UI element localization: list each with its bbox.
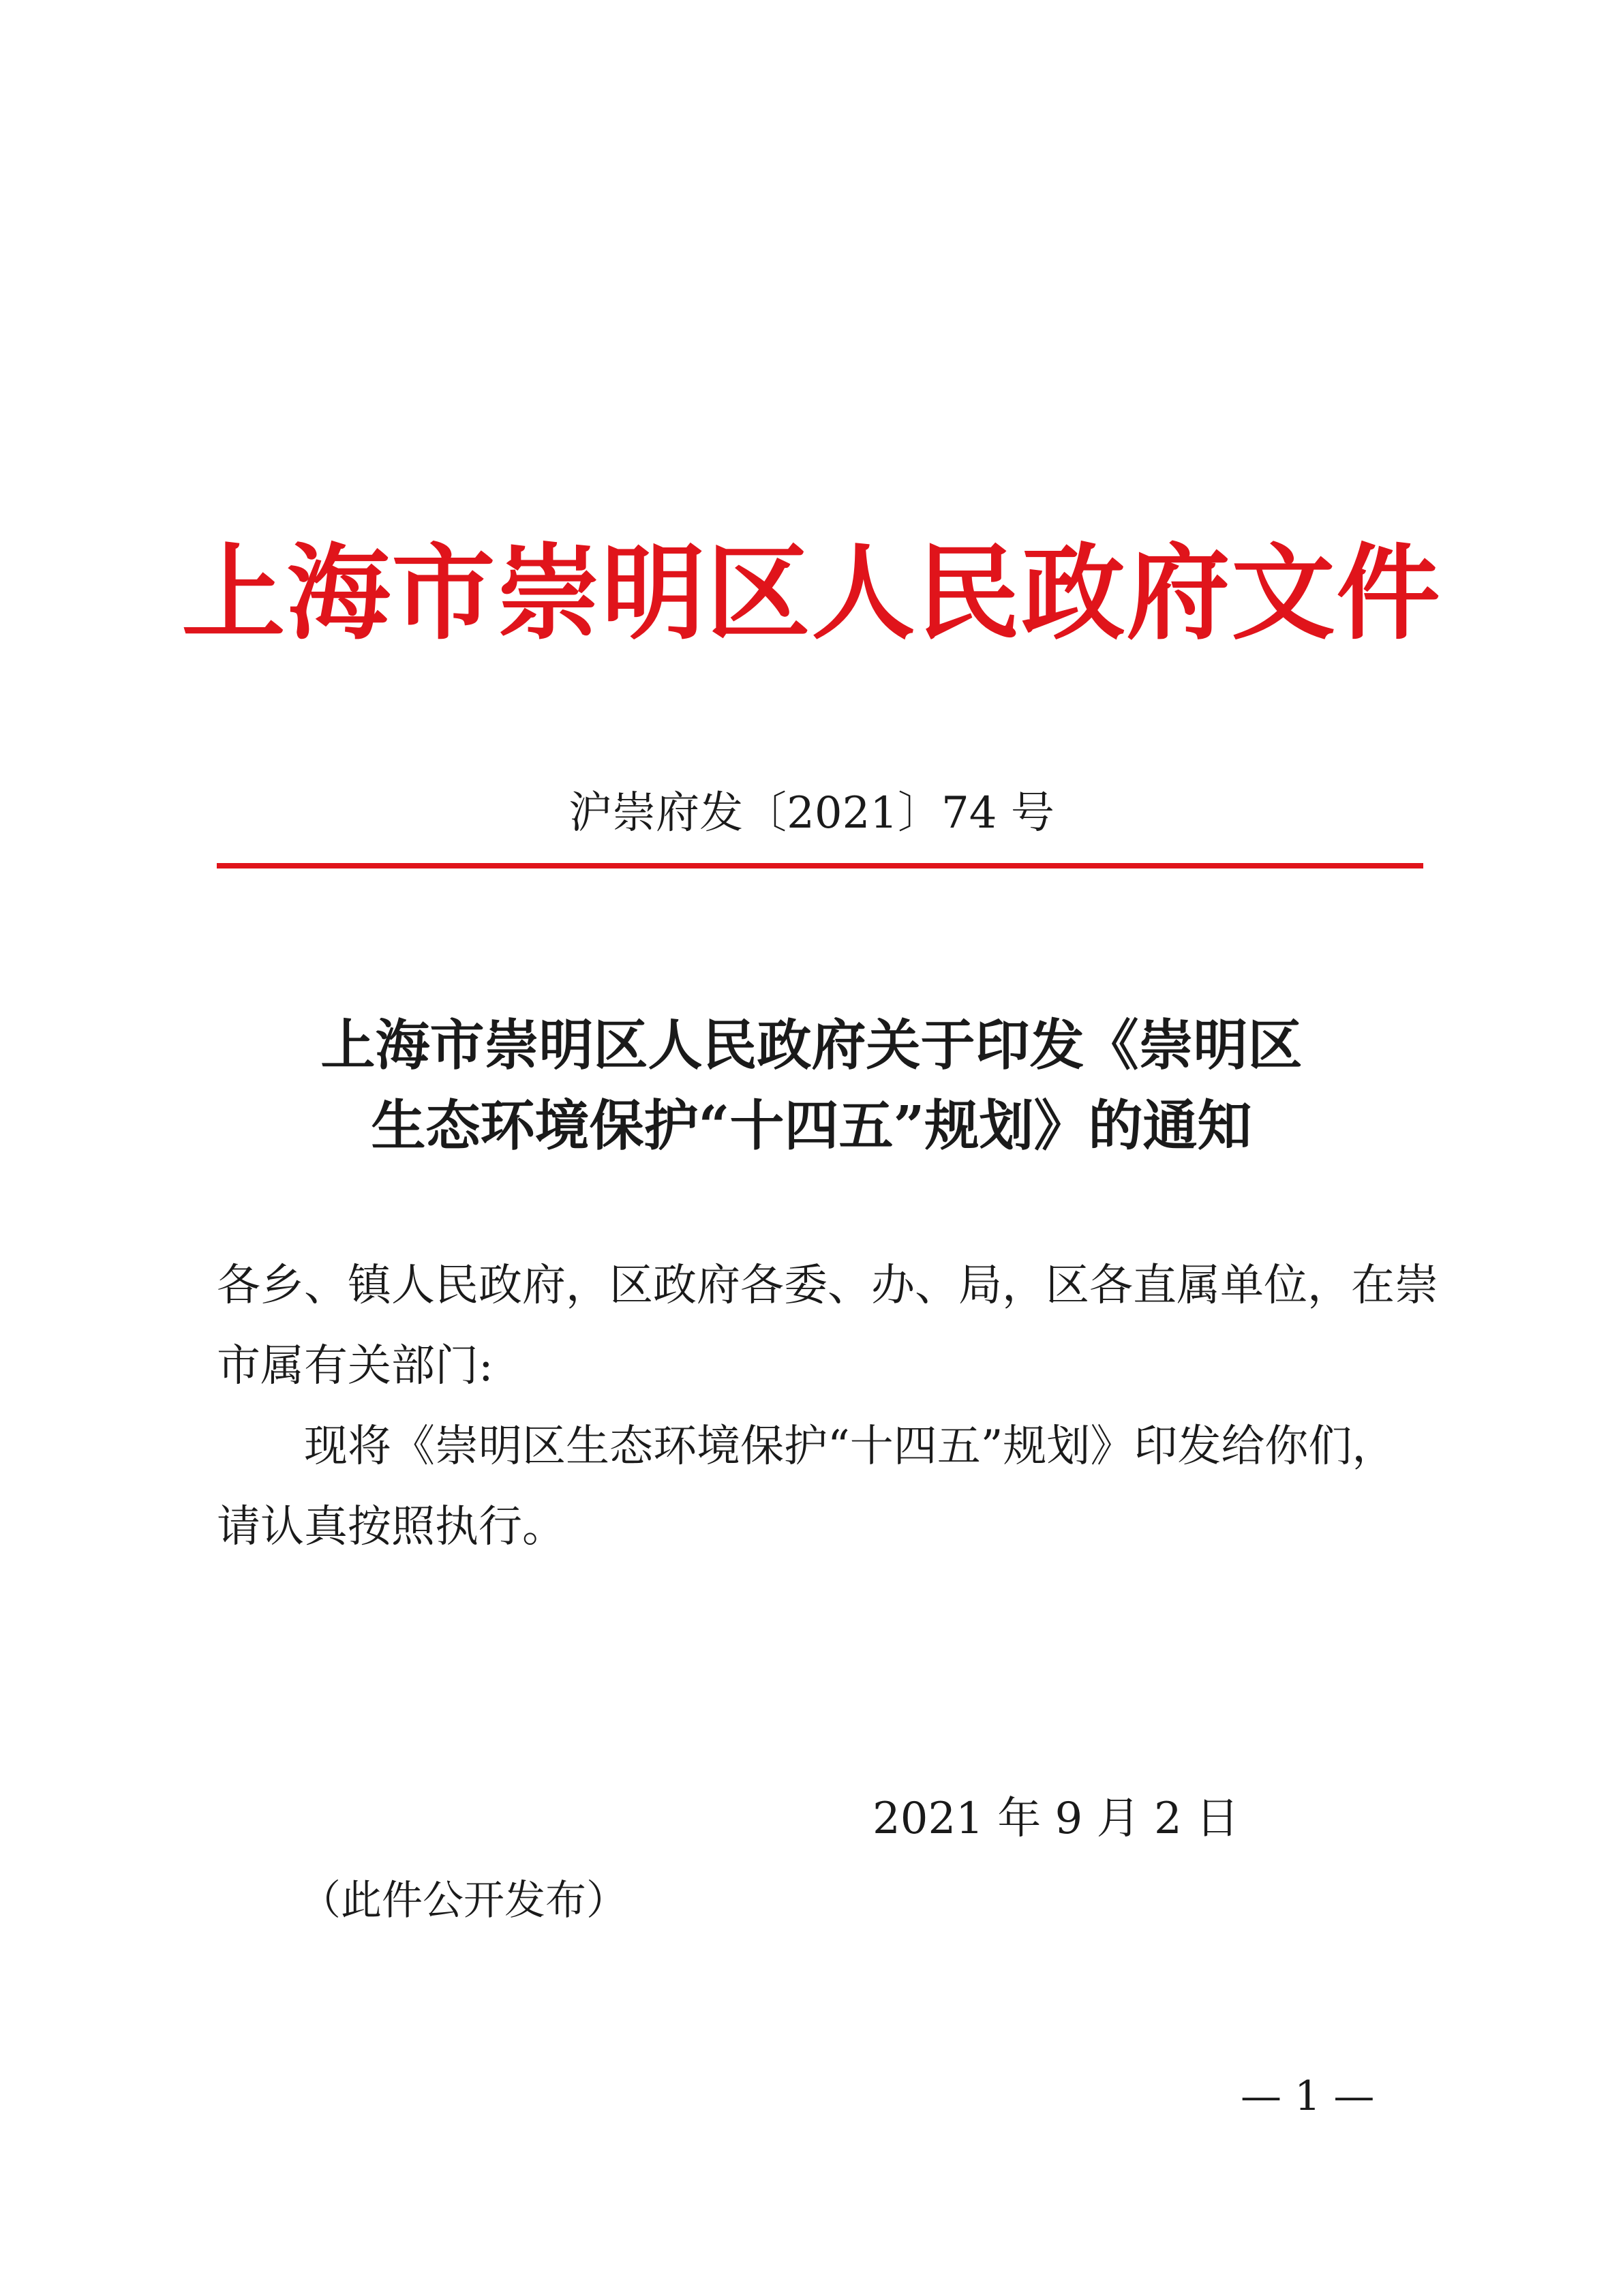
header-red-rule [217, 863, 1423, 868]
body-paragraph-line-1: 现将《崇明区生态环境保护“十四五”规划》印发给你们， [304, 1421, 1396, 1472]
document-title [0, 1005, 1623, 1166]
addressee-line-2: 市属有关部门: [217, 1341, 494, 1391]
page-number: — 1 — [1241, 2072, 1375, 2120]
issuer-title: 上海市崇明区人民政府文件 [181, 532, 1442, 654]
body-paragraph-line-2: 请认真按照执行。 [217, 1502, 566, 1552]
document-title-line-2: 生态环境保护“十四五”规划》的通知 [371, 1093, 1252, 1158]
issue-date: 2021 年 9 月 2 日 [873, 1794, 1240, 1844]
addressee-line-1: 各乡、镇人民政府，区政府各委、办、局，区各直属单位，在崇 [217, 1260, 1438, 1311]
document-title-line-1: 上海市崇明区人民政府关于印发《崇明区 [320, 1013, 1303, 1077]
document-number: 沪崇府发〔2021〕74 号 [568, 788, 1055, 839]
disclosure-note: （此件公开发布） [300, 1877, 627, 1924]
